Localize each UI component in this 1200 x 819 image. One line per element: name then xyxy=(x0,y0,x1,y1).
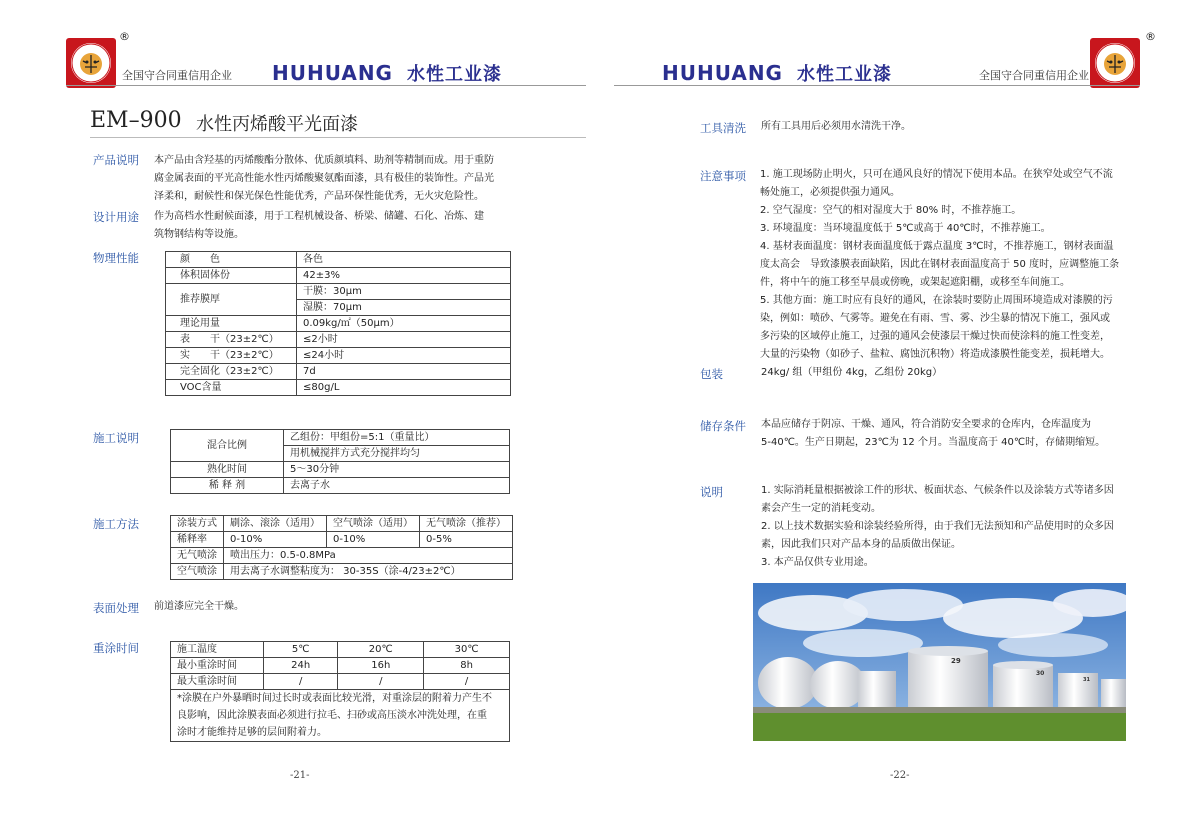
table-row: 用机械搅拌方式充分搅拌均匀 xyxy=(171,446,510,462)
brand-title-right xyxy=(662,60,892,86)
surface-text: 前道漆应完全干燥。 xyxy=(154,601,244,612)
company-logo-right xyxy=(1090,38,1140,88)
table-row: 无气喷涂 喷出压力：0.5-0.8MPa xyxy=(171,548,513,564)
use-text: 作为高档水性耐候面漆，用于工程机械设备、桥梁、储罐、石化、冶炼、建 筑物钢结构等设施。 xyxy=(154,211,484,240)
section-label-application: 施工说明 xyxy=(93,431,139,445)
tiger-emblem-icon xyxy=(71,43,111,83)
brand-cn: 水性工业漆 xyxy=(796,64,892,85)
table-row: VOC含量 ≤80g/L xyxy=(166,380,511,396)
table-row: 稀 释 剂 去离子水 xyxy=(171,478,510,494)
section-label-pack: 包装 xyxy=(700,367,723,381)
tank-number: 31 xyxy=(1083,677,1090,683)
table-row: 最小重涂时间 24h 16h 8h xyxy=(171,658,510,674)
header-rule xyxy=(66,85,586,86)
section-label-notes: 注意事项 xyxy=(700,169,746,183)
pack-text: 24kg/ 组（甲组份 4kg，乙组份 20kg） xyxy=(761,367,943,378)
table-row: 最大重涂时间 / / / xyxy=(171,674,510,690)
table-row: 颜 色 各色 xyxy=(166,252,511,268)
slogan-right: 全国守合同重信用企业 xyxy=(979,69,1089,82)
method-table xyxy=(170,515,513,580)
section-label-method: 施工方法 xyxy=(93,517,139,531)
title-rule xyxy=(90,137,586,138)
header-rule-right xyxy=(614,85,1140,86)
section-label-use: 设计用途 xyxy=(93,210,139,224)
slogan: 全国守合同重信用企业 xyxy=(122,69,232,82)
table-row: 理论用量 0.09kg/㎡（50μm） xyxy=(166,316,511,332)
table-row: 表 干（23±2℃） ≤2小时 xyxy=(166,332,511,348)
table-row: 湿膜：70μm xyxy=(166,300,511,316)
section-label-physical: 物理性能 xyxy=(93,251,139,265)
page-number-right: -22- xyxy=(890,770,910,781)
page-number-left: -21- xyxy=(290,770,310,781)
table-row: 体积固体份 42±3% xyxy=(166,268,511,284)
product-model: EM–900 xyxy=(90,108,182,133)
table-row: 实 干（23±2℃） ≤24小时 xyxy=(166,348,511,364)
table-row: 涂装方式 刷涂、滚涂（适用） 空气喷涂（适用） 无气喷涂（推荐） xyxy=(171,516,513,532)
table-row: 完全固化（23±2℃） 7d xyxy=(166,364,511,380)
clean-text: 所有工具用后必须用水清洗干净。 xyxy=(761,121,911,132)
table-row: 稀释率 0-10% 0-10% 0-5% xyxy=(171,532,513,548)
section-label-clean: 工具清洗 xyxy=(700,121,746,135)
table-row: 施工温度 5℃ 20℃ 30℃ xyxy=(171,642,510,658)
section-label-desc: 产品说明 xyxy=(93,153,139,167)
tank-number: 29 xyxy=(951,657,961,665)
tiger-emblem-icon xyxy=(1095,43,1135,83)
brand-en: HUHUANG xyxy=(662,61,783,85)
storage-tanks-image xyxy=(753,583,1126,741)
brand-en: HUHUANG xyxy=(272,61,393,85)
notes-text: 1. 施工现场防止明火，只可在通风良好的情况下使用本品。在狭窄处或空气不流 畅处施工，必须提供强力通风。 2. 空气湿度：空气的相对湿度大于 80% 时，不推荐施工。 3. 环境温度：当环境温度低于 5℃或高于 40℃时，不推荐施工。 4. 基材表面温度：钢材表面温度低于露点温度 3℃时，不推荐施工，钢材表面温 度太高会 导致漆膜表面缺陷，因此在钢材表面温度高于 50 度时，应调整施工条 件，将中午的施工移至早晨或傍晚，或架起遮阳棚，或移至车间施工。 5. 其他方面：施工时应有良好的通风，在涂装时要防止周围环境造成对漆膜的污 染，例如：喷砂、气雾等。避免在有雨、雪、雾、沙尘暴的情况下施工，强风或 多污染的区域停止施工，过强的通风会使漆层干燥过快而使涂料的施工性变差， 大量的污染物（如砂子、盐粒、腐蚀沉积物）将造成漆膜性能变差，损耗增大。 xyxy=(760,169,1120,360)
recoat-note: *涂膜在户外暴晒时间过长时或表面比较光滑，对重涂层的附着力产生不 良影响，因此涂膜表面必须进行拉毛、扫砂或高压淡水冲洗处理，在重 涂时才能维持足够的层间附着力。 xyxy=(171,690,510,742)
application-table xyxy=(170,429,510,494)
registered-mark: ® xyxy=(119,30,130,43)
desc-text: 本产品由含羟基的丙烯酸酯分散体、优质颜填料、助剂等精制而成。用于重防 腐金属表面的平光高性能水性丙烯酸聚氨酯面漆，具有极佳的装饰性。产品光 泽柔和，耐候性和保光保色性能优秀，产品环保性能优秀，无火灾危险性。 xyxy=(154,155,494,202)
section-label-recoat: 重涂时间 xyxy=(93,641,139,655)
brand-title xyxy=(272,60,502,86)
section-label-remark: 说明 xyxy=(700,485,723,499)
storage-text: 本品应储存于阴凉、干燥、通风，符合消防安全要求的仓库内，仓库温度为 5-40℃。生产日期起，23℃为 12 个月。当温度高于 40℃时，存储期缩短。 xyxy=(761,419,1106,448)
registered-mark-right: ® xyxy=(1145,30,1156,43)
product-name: 水性丙烯酸平光面漆 xyxy=(196,114,358,135)
remark-text: 1. 实际消耗量根据被涂工件的形状、板面状态、气候条件以及涂装方式等诸多因 素会产生一定的消耗变动。 2. 以上技术数据实验和涂装经验所得，由于我们无法预知和产品使用时的众多因 素，因此我们只对产品本身的品质做出保证。 3. 本产品仅供专业用途。 xyxy=(761,485,1114,568)
section-label-surface: 表面处理 xyxy=(93,601,139,615)
storage-tanks-photo xyxy=(753,583,1126,741)
table-row: 熟化时间 5～30分钟 xyxy=(171,462,510,478)
physical-table xyxy=(165,251,511,396)
company-logo xyxy=(66,38,116,88)
section-label-storage: 储存条件 xyxy=(700,419,746,433)
table-row: 空气喷涂 用去离子水调整粘度为： 30-35S（涂-4/23±2℃） xyxy=(171,564,513,580)
table-row: 推荐膜厚 干膜：30μm xyxy=(166,284,511,300)
table-row xyxy=(171,690,510,742)
tank-number: 30 xyxy=(1036,670,1045,677)
recoat-table xyxy=(170,641,510,742)
table-row: 混合比例 乙组份：甲组份=5:1（重量比） xyxy=(171,430,510,446)
brand-cn: 水性工业漆 xyxy=(406,64,502,85)
